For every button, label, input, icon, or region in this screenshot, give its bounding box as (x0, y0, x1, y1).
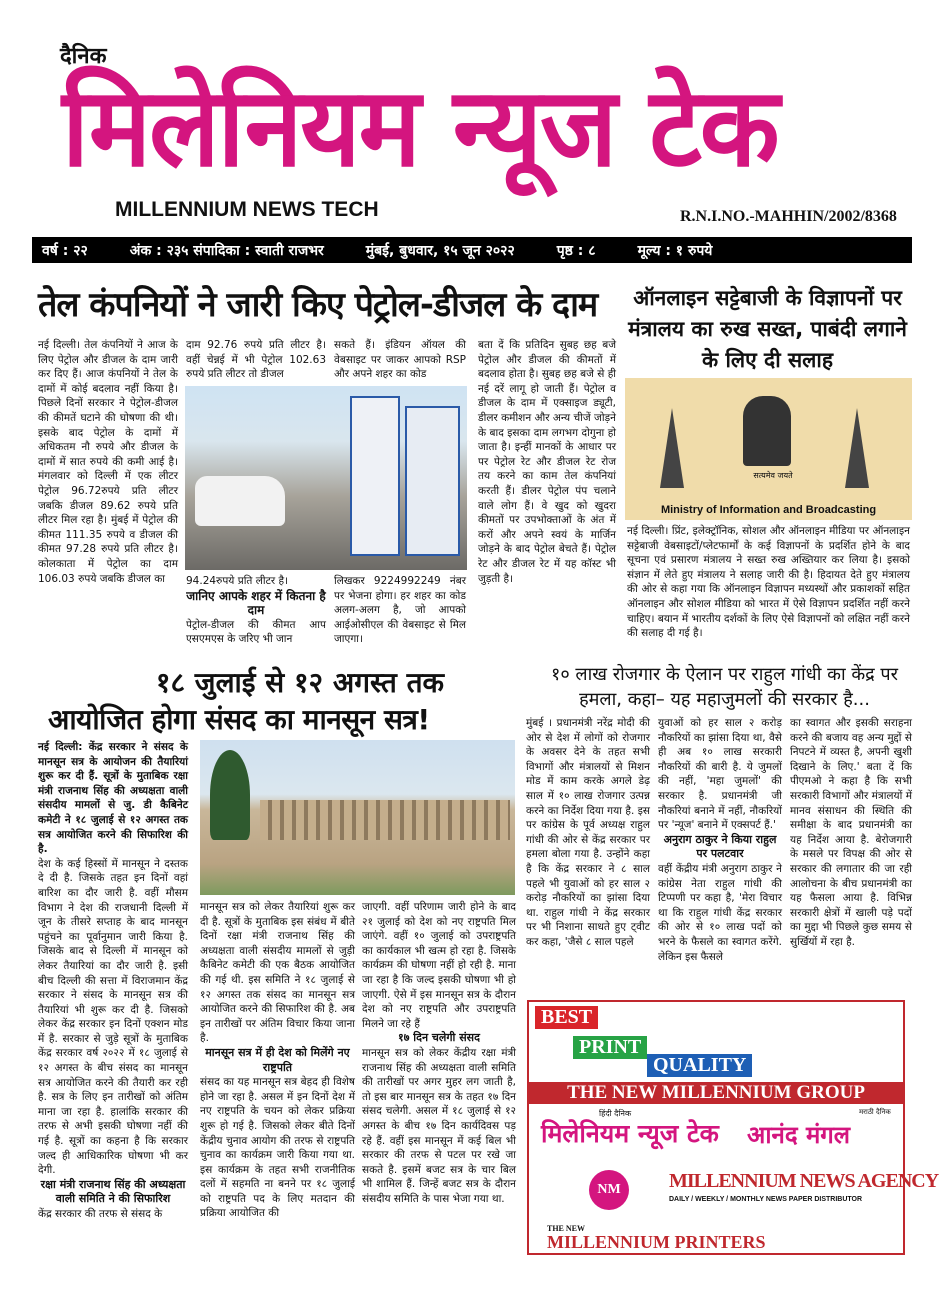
ad-group: THE NEW MILLENNIUM GROUP (529, 1082, 903, 1104)
text: पेट्रोल-डीजल की कीमत आप एसएमएस के जरिए भी जान (186, 618, 326, 646)
text: संसद का यह मानसून सत्र बेहद ही विशेष होने जा रहा है. असल में इन दिनों देश में नए राष्ट्रपति के चयन को लेकर प्रक्रिया शुरू हो गई है. जिसको लेकर बीते दिनों केंद्रीय चुनाव आयोग की तरफ से राष्ट्रपति चुनाव का कार्यक्रम जारी किया गया था. इस कार्यक्रम के तहत सभी राजनीतिक दलों में सहमति ना बनने पर १८ जुलाई को राष्ट्रपति पद के लिए मतदान की प्रक्रिया आयोजित की (200, 1076, 355, 1220)
text: देश के कई हिस्सों में मानसून ने दस्तक दे दी है. जिसके तहत इन दिनों वहां बारिश का दौर जारी है. वहीं मौसम विभाग ने देश की राजधानी दिल्ली में जून के तीसरे सप्ताह के बाद मानसून पहुंचने का पूर्वानुमान जारी किया है. जिसके बाद से दिल्ली में मानसून को लेकर तैयारियां का दौर जारी है. इसी बीच दिल्ली की सत्ता में विराजमान केंद्र सरकार ने संसद के मानसून सत्र की तैयारियां भी शुरू कर दी है. जिसको लेकर केंद्र सरकार इन दिनों एक्शन मोड में है. सरकार से जुड़े सूत्रों के मुताबिक केंद्र सरकार वर्ष २०२२ में १८ जुलाई से १२ अगस्त के बीच संसद का मानसून सत्र आयोजित करने की तैयारी कर रही है. सत्र के लिए इन तारीखों को अंतिम माना जा रहा है. हालांकि सरकार की तरफ से अभी इसकी घोषणा नहीं की गई है. सूत्रों का कहना है कि सरकार जल्द ही आधिकारिक घोषणा भी कर देगी. (38, 857, 188, 1177)
text: केंद्र सरकार की तरफ से संसद के (38, 1208, 163, 1220)
masthead-english: MILLENNIUM NEWS TECH (115, 198, 379, 221)
ad-small1: हिंदी दैनिक (599, 1109, 632, 1118)
text: 94.24रुपये प्रति लीटर है। (186, 575, 289, 587)
article1-col3a: सकते हैं। इंडियन ऑयल की वेबसाइट पर जाकर आपको RSP और अपने शहर का कोड (334, 339, 466, 381)
masthead-title: मिलेनियम न्यूज टेक (62, 62, 778, 192)
tower-icon (660, 408, 684, 488)
text: वहीं केंद्रीय मंत्री अनुराग ठाकुर ने कांग्रेस नेता राहुल गांधी की टिप्पणी पर कहा है, 'मेरा विचार था कि राहुल गांधी केंद्र सरकार की ओर से १० लाख पदों को भरने के फैसले का स्वागत करेंगे. लेकिन इस फैसले (658, 862, 782, 963)
colonnade-shape (260, 800, 510, 840)
article1-col1: नई दिल्ली। तेल कंपनियों ने आज के लिए पेट्रोल और डीजल के दाम जारी कर दिए हैं। आज कंपनियों ने तेल के दामों में कोई बदलाव नहीं किया है। पिछले दिनों सरकार ने पेट्रोल-डीजल की कीमतें घटाने की घोषणा की थी। इसके बाद पेट्रोल के दामों में अधिकतम नौ रुपये और डीजल के दामों में सात रुपये की कमी आई है। मंगलवार को दिल्ली में एक लीटर पेट्रोल 96.72रुपये प्रति लीटर जबकि डीजल 89.62 रुपये प्रति लीटर मिल रहा है। मुंबई में पेट्रोल की कीमत 111.35 रुपये व डीजल की कीमत 97.28 रुपये प्रति लीटर है। कोलकाता में पेट्रोल का दाम 106.03 रुपये जबकि डीजल का (38, 339, 178, 585)
ad-agency: MILLENNIUM NEWS AGENCY (669, 1170, 939, 1192)
article1-col2-bottom (186, 574, 326, 647)
ad-agency-sub: DAILY / WEEKLY / MONTHLY NEWS PAPER DISTRIBUTOR (669, 1196, 863, 1203)
pump-shape (350, 396, 400, 556)
page-number: पृष्ठ : ८ (556, 242, 596, 259)
place-date: मुंबई, बुधवार, १५ जून २०२२ (365, 242, 515, 259)
pump-shape (405, 406, 460, 556)
ad-the-new: THE NEW (547, 1224, 586, 1233)
tower-icon (845, 408, 869, 488)
rni-number: R.N.I.NO.-MAHHIN/2002/8368 (680, 208, 897, 225)
article3-col3 (362, 900, 516, 1206)
emblem-text: सत्यमेव जयते (753, 471, 793, 480)
article4-col1: मुंबई । प्रधानमंत्री नरेंद्र मोदी की ओर से देश में लोगों को रोजगार के अवसर देने के तहत सभी विभागों और मंत्रालयों से मिशन मोड में काम करके अगले डेढ़ साल में १० लाख रोजगार उत्पन्न करने का निर्देश दिया गया है. इस पर कांग्रेस के पूर्व अध्यक्ष राहुल गांधी की ओर से केंद्र सरकार पर हमला बोला गया है. उन्होंने कहा है कि केंद्र सरकार ने ८ साल पहले भी युवाओं को हर साल २ करोड़ नौकरियों का झांसा दिया था. राहुल गांधी ने केंद्र सरकार पर भी निशाना साधते हुए ट्वीट कर कहा, 'जैसे ८ साल पहले (526, 717, 650, 948)
image-caption: Ministry of Information and Broadcasting (660, 504, 877, 516)
text: मानसून सत्र को लेकर केंद्रीय रक्षा मंत्री राजनाथ सिंह की अध्यक्षता वाली समिति की तारीखों पर अगर मुहर लग जाती है, तो इस बार मानसून सत्र के तहत १७ दिन संसद चलेगी. असल में १८ जुलाई से १२ अगस्त के बीच १७ दिन कार्यदिवस पड़ रहे हैं. वहीं इस मानसून में कई बिल भी सरकार की तरफ से पटल पर रखे जा सकते है. इसमें बजट सत्र के चार बिल भी शामिल हैं. जिन्हें बजट सत्र के दौरान संसदीय समिति के पास भेजा गया था. (362, 1046, 516, 1205)
article3-headline-line2: आयोजित होगा संसद का मानसून सत्र! (48, 703, 430, 736)
article1-headline: तेल कंपनियों ने जारी किए पेट्रोल-डीजल के दाम (38, 285, 598, 325)
text: जाएगी. वहीं परिणाम जारी होने के बाद २१ जुलाई को देश को नए राष्ट्रपति मिल जाएंगे. वहीं १० जुलाई को उपराष्ट्रपति का कार्यकाल भी खत्म हो रहा है. जिसके कार्यक्रम की घोषणा नहीं हो रही है. माना जा रहा है कि जल्द इसकी घोषणा भी हो जाएगी. ऐसे में इस मानसून सत्र के दौरान देश को नए राष्ट्रपति और उपराष्ट्रपति मिलने जा रहे हैं (362, 901, 516, 1030)
petrol-pump-photo (185, 386, 467, 570)
article3-headline-line1: १८ जुलाई से १२ अगस्त तक (155, 666, 445, 699)
parliament-photo (200, 740, 515, 895)
article3-subhead1: रक्षा मंत्री राजनाथ सिंह की अध्यक्षता वाली समिति ने की सिफारिश (40, 1177, 186, 1206)
text: मानसून सत्र को लेकर तैयारियां शुरू कर दी है. सूत्रों के मुताबिक इस संबंध में बीते दिनों रक्षा मंत्री राजनाथ सिंह की अध्यक्षता वाली संसदीय मामलों से जुड़ी कैबिनेट कमेटी की एक बैठक आयोजित की गई थी. इस समिति ने १८ जुलाई से १२ अगस्त तक संसद का मानसून सत्र आयोजित करने की सिफारिश की है. अब इन तारीखों पर अंतिम विचार किया जाना है. (200, 901, 355, 1045)
ad-print: PRINT (573, 1036, 647, 1059)
ministry-image (625, 378, 912, 520)
article4-col2 (658, 716, 782, 964)
article1-col4: बता दें कि प्रतिदिन सुबह छह बजे पेट्रोल और डीजल की कीमतों में बदलाव होता है। सुबह छह बजे से ही नई दरें लागू हो जाती हैं। पेट्रोल व डीजल के दाम में एक्साइज ड्यूटी, डीलर कमीशन और अन्य चीजें जोड़ने के बाद इसका दाम लगभग दोगुना हो जाता है। इन्हीं मानकों के आधार पर पर पेट्रोल रेट और डीजल रेट रोज तय करने का काम तेल कंपनियां करती हैं। डीलर पेट्रोल पंप चलाने वाले लोग हैं। वे खुद को खुदरा कीमतों पर उपभोक्ताओं के अंत में करों और अपने स्वयं के मार्जिन जोड़ने के बाद पेट्रोल बेचते हैं। पेट्रोल रेट और डीजल रेट में यह कॉस्ट भी जुड़ती है। (478, 339, 616, 585)
article3-col2 (200, 900, 355, 1221)
ad-best: BEST (535, 1006, 598, 1029)
info-bar (32, 237, 912, 263)
ad-quality: QUALITY (647, 1054, 752, 1077)
ad-paper2: आनंद मंगल (747, 1121, 851, 1149)
article1-col2a: दाम 92.76 रुपये प्रति लीटर है। वहीं चेन्नई में भी पेट्रोल 102.63 रुपये प्रति लीटर तो डीजल (186, 339, 326, 381)
article4-col3: का स्वागत और इसकी सराहना करने की बजाय वह अन्य मुद्दों से निपटने में व्यस्त है, अपनी खुशी दिखाने के लिए.' बता दें कि पीएमओ ने कहा है कि सभी सरकारी विभागों और मंत्रालयों में मानव संसाधन की स्थिति की समीक्षा के बाद प्रधानमंत्री का यह निर्देश आया है. बेरोजगारी के मसले पर विपक्ष की ओर से सरकार की लगातार की जा रही आलोचना के बीच प्रधानमंत्री का यह फैसला आया है. विभिन्न सरकारी क्षेत्रों में खाली पड़े पदों का मुद्दा भी पिछले कुछ समय से सुर्खियों में रहा है. (790, 717, 912, 948)
ad-paper1: मिलेनियम न्यूज टेक (541, 1119, 719, 1148)
article1-subhead: जानिए आपके शहर में कितना है दाम (186, 588, 326, 618)
article3-subhead3: १७ दिन चलेगी संसद (398, 1031, 480, 1045)
advertisement (527, 1000, 939, 1255)
ad-logo: NM (589, 1170, 629, 1210)
article3-subhead2: मानसून सत्र में ही देश को मिलेंगे नए राष्ट्रपति (205, 1045, 350, 1074)
article3-lead: नई दिल्ली: केंद्र सरकार ने संसद के मानसून सत्र के आयोजन की तैयारियां शुरू कर दी हैं. सूत्रों के मुताबिक रक्षा मंत्री राजनाथ सिंह की अध्यक्षता वाली संसदीय मामलों से जु. डी कैबिनेट कमेटी ने १८ जुलाई से १२ अगस्त तक सत्र आयोजित करने की सिफारिश की है. (38, 741, 188, 856)
ad-small2: मराठी दैनिक (859, 1108, 891, 1116)
article4-headline: १० लाख रोजगार के ऐलान पर राहुल गांधी का केंद्र पर हमला, कहा– यह महाजुमलों की सरकार है... (550, 664, 899, 710)
text: युवाओं को हर साल २ करोड़ नौकरियों का झांसा दिया था, वैसे ही अब १० लाख सरकारी नौकरियों की बारी है. ये जुमलों की नहीं, 'महा जुमलों' की सरकार है. प्रधानमंत्री जी नौकरियां बनाने में नहीं, नौकरियों पर 'न्यूज' बनाने में एक्सपर्ट हैं.' (658, 717, 782, 832)
article3-col1 (38, 740, 188, 1222)
article2-headline: ऑनलाइन सट्टेबाजी के विज्ञापनों पर मंत्रालय का रुख सख्त, पाबंदी लगाने के लिए दी सलाह (628, 286, 907, 372)
year: वर्ष : २२ (42, 242, 88, 259)
emblem-icon (743, 396, 791, 466)
article2-body: नई दिल्ली। प्रिंट, इलेक्ट्रॉनिक, सोशल और ऑनलाइन मीडिया पर ऑनलाइन सट्टेबाजी वेबसाइटों/प्लेटफार्मों के कई विज्ञापनों के प्रदर्शित होने के बाद सूचना एवं प्रसारण मंत्रालय ने सख्त रुख अख्तियार कर लिया है। इसको संज्ञान में लेते हुए मंत्रालय ने सलाह जारी की है। हिदायत देते हुए मंत्रालय की ओर से कहा गया कि ऑनलाइन विज्ञापन मध्यस्थों और प्रकाशकों सहित ऑनलाइन और सोशल मीडिया को भारत में ऐसे विज्ञापन प्रदर्शित नहीं करने चाहिए। बयान में भारतीय दर्शकों के लिए ऐसे विज्ञापनों को लक्षित नहीं करने की सलाह दी गई है। (627, 525, 910, 640)
article1-col3b: लिखकर 9224992249 नंबर पर भेजना होगा। हर शहर का कोड अलग-अलग है, जो आपको आईओसीएल की वेबसाइट से मिल जाएगा। (334, 575, 466, 646)
article4-subhead: अनुराग ठाकुर ने किया राहुल पर पलटवार (663, 832, 777, 861)
issue-editor: अंक : २३५ संपादिका : स्वाती राजभर (129, 242, 324, 259)
ad-printers: MILLENNIUM PRINTERS (547, 1232, 766, 1252)
price: मूल्य : १ रुपये (637, 242, 713, 259)
car-shape (195, 476, 285, 526)
masthead-prefix: दैनिक (60, 44, 107, 69)
tree-shape (210, 750, 250, 840)
